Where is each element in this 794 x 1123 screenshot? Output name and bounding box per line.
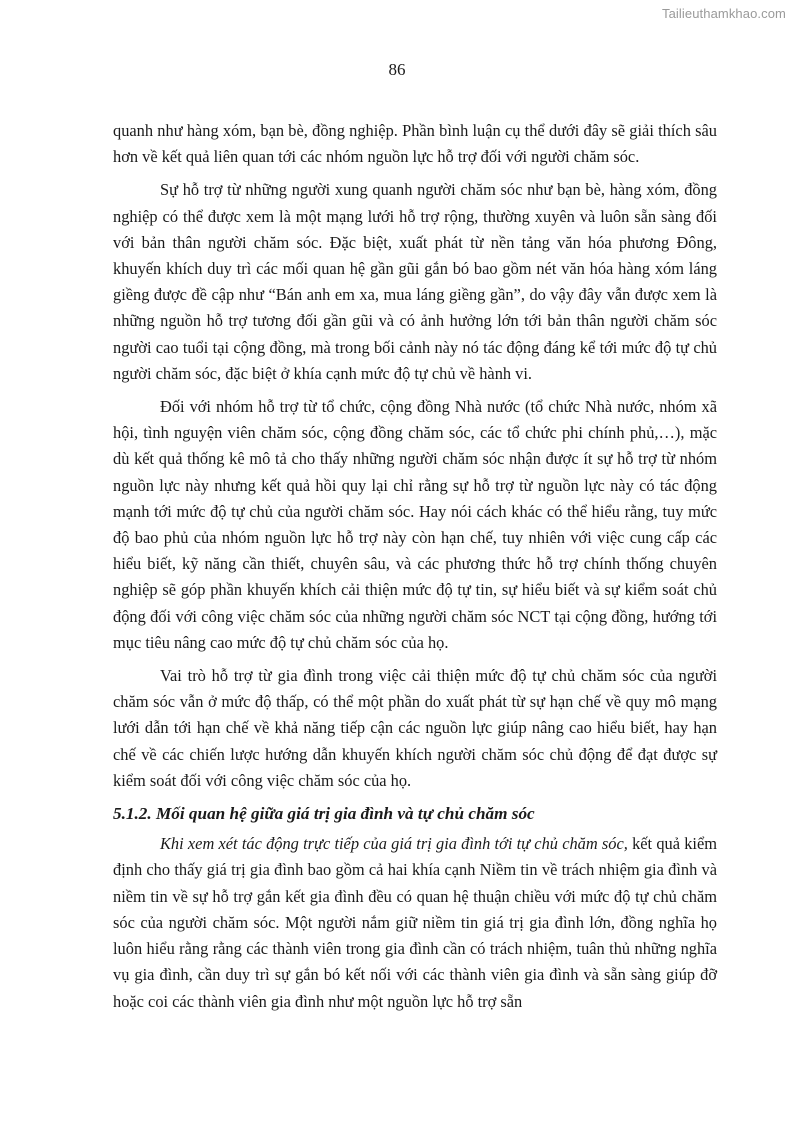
paragraph-4: Vai trò hỗ trợ từ gia đình trong việc cải thiện mức độ tự chủ chăm sóc của người chăm sóc vẫn ở mức độ thấp, có thể một phần do xuất phát từ sự hạn chế về quy mô mạng lưới dẫn tới hạn chế về khả năng tiếp cận các nguồn lực giúp nâng cao hiểu biết, hay hạn chế về các chiến lược hướng dẫn khuyến khích người chăm sóc chủ động để đạt được sự kiểm soát đối với công việc chăm sóc của họ. — [113, 666, 717, 790]
section-heading: 5.1.2. Mối quan hệ giữa giá trị gia đình và tự chủ chăm sóc — [113, 804, 535, 824]
paragraph-5-italic-lead: Khi xem xét tác động trực tiếp của giá trị gia đình tới tự chủ chăm sóc, — [160, 834, 628, 854]
paragraph-5-body: kết quả kiểm định cho thấy giá trị gia đình bao gồm cả hai khía cạnh Niềm tin về trách nhiệm gia đình và niềm tin về sự hỗ trợ gắn kết gia đình đều có quan hệ thuận chiều với mức độ tự chủ chăm sóc của người chăm sóc. Một người nắm giữ niềm tin giá trị gia đình lớn, đồng nghĩa họ luôn hiểu rằng rằng các thành viên trong gia đình cần có trách nhiệm, tuân thủ những nghĩa vụ gia đình, cần duy trì sự gắn bó kết nối với các thành viên gia đình và sẵn sàng giúp đỡ hoặc coi các thành viên gia đình như một nguồn lực hỗ trợ sẵn — [113, 834, 717, 1011]
paragraph-2: Sự hỗ trợ từ những người xung quanh người chăm sóc như bạn bè, hàng xóm, đồng nghiệp có thể được xem là một mạng lưới hỗ trợ rộng, thường xuyên và luôn sẵn sàng đối với bản thân người chăm sóc. Đặc biệt, xuất phát từ nền tảng văn hóa phương Đông, khuyến khích duy trì các mối quan hệ gần gũi gắn bó bao gồm nét văn hóa hàng xóm láng giềng được đề cập như “Bán anh em xa, mua láng giềng gần”, do vậy đây vẫn được xem là những nguồn hỗ trợ tương đối gần gũi và có ảnh hưởng lớn tới bản thân người chăm sóc người cao tuổi tại cộng đồng, mà trong bối cảnh này nó tác động đáng kể tới mức độ tự chủ người chăm sóc, đặc biệt ở khía cạnh mức độ tự chủ về hành vi. — [113, 180, 717, 383]
watermark: Tailieuthamkhao.com — [661, 6, 786, 21]
document-body — [113, 118, 717, 1022]
paragraph-5 — [113, 831, 717, 1014]
page-number: 86 — [388, 60, 406, 79]
paragraph-1: quanh như hàng xóm, bạn bè, đồng nghiệp. Phần bình luận cụ thể dưới đây sẽ giải thích sâu hơn về kết quả liên quan tới các nhóm nguồn lực hỗ trợ đối với người chăm sóc. — [113, 121, 717, 167]
paragraph-3: Đối với nhóm hỗ trợ từ tổ chức, cộng đồng Nhà nước (tổ chức Nhà nước, nhóm xã hội, tình nguyện viên chăm sóc, cộng đồng chăm sóc, các tổ chức phi chính phủ,…), mặc dù kết quả thống kê mô tả cho thấy những người chăm sóc nhận được ít sự hỗ trợ từ nhóm nguồn lực này nhưng kết quả hồi quy lại chỉ rằng sự hỗ trợ từ nguồn lực này có tác động mạnh tới mức độ tự chủ của người chăm sóc. Hay nói cách khác có thể hiểu rằng, tuy mức độ bao phủ của nhóm nguồn lực hỗ trợ này còn hạn chế, tuy nhiên với việc cung cấp các hiểu biết, kỹ năng cần thiết, chuyên sâu, và các phương thức hỗ trợ chính thống chuyên nghiệp sẽ góp phần khuyến khích cải thiện mức độ tự tin, sự hiểu biết và sự kiểm soát chủ động đối với công việc chăm sóc của những người chăm sóc NCT tại cộng đồng, hướng tới mục tiêu nâng cao mức độ tự chủ chăm sóc của họ. — [113, 397, 717, 652]
